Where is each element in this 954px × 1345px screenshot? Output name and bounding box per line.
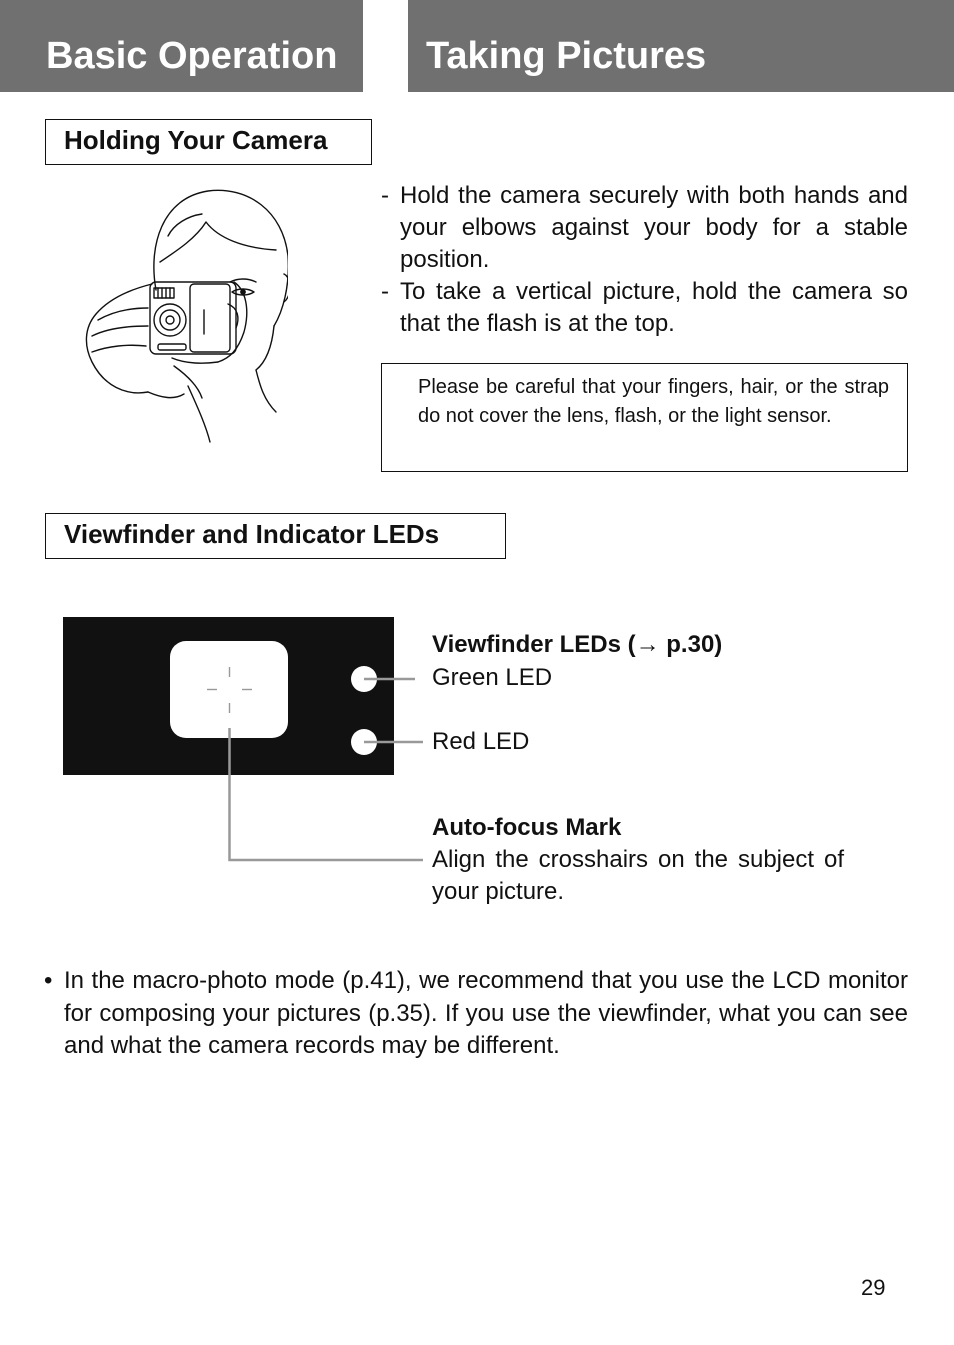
holding-instruction-1 (381, 180, 908, 276)
red-led-label: Red LED (432, 728, 530, 755)
header-right-title: Taking Pictures (426, 35, 707, 77)
section-header-basic-operation (0, 0, 363, 92)
bullet-marker: - (381, 182, 389, 209)
holding-instruction-2-text: To take a vertical picture, hold the camera so that the flash is at the top. (400, 278, 908, 337)
section-header-taking-pictures (408, 0, 954, 92)
viewfinder-leds-heading: Viewfinder and Indicator LEDs (45, 513, 506, 559)
bullet-marker: - (381, 278, 389, 305)
macro-mode-note-text: In the macro-photo mode (p.41), we recommend that you use the LCD monitor for composing your pictures (p.35). If you use the viewfinder, what you can see and what the camera records may be different. (64, 967, 908, 1059)
holding-instruction-1-text: Hold the camera securely with both hands and your elbows against your body for a stable position. (400, 182, 908, 273)
holding-camera-heading: Holding Your Camera (45, 119, 372, 165)
viewfinder-leds-label: Viewfinder LEDs (→ p.30) (432, 631, 723, 658)
header-left-title: Basic Operation (46, 35, 338, 77)
holding-instruction-2 (381, 276, 908, 340)
af-mark-description: Align the crosshairs on the subject of your picture. (432, 846, 844, 905)
person-holding-camera-illustration (78, 186, 288, 444)
bullet-dot: • (44, 967, 53, 994)
af-mark-label: Auto-focus Mark (432, 814, 622, 841)
caution-note: Please be careful that your fingers, hair, or the strap do not cover the lens, flash, or the light sensor. (381, 363, 908, 472)
page-number: 29 (861, 1275, 886, 1300)
holding-instructions (381, 180, 908, 340)
viewfinder-window (170, 641, 288, 738)
macro-mode-note (44, 965, 908, 1063)
green-led-label: Green LED (432, 664, 553, 691)
